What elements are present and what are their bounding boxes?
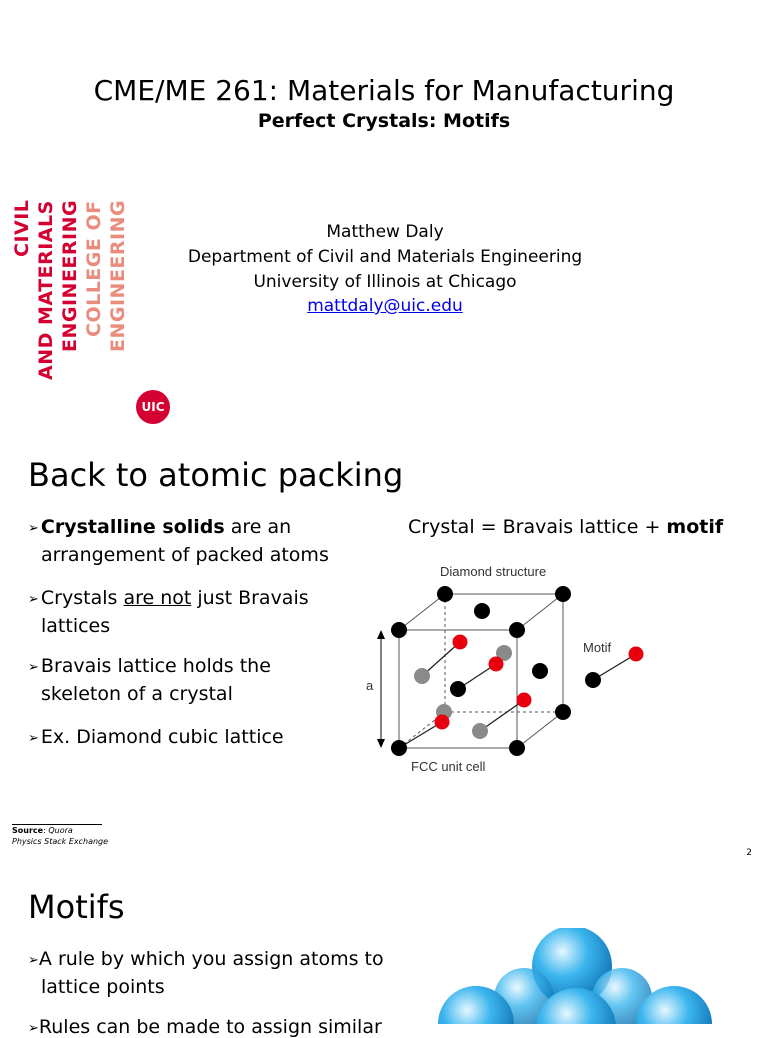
slide-subtitle: Perfect Crystals: Motifs: [257, 110, 511, 132]
source-line-1: Source: Quora: [12, 826, 73, 835]
lattice-parameter-label: a: [366, 678, 374, 693]
bullet-item: [28, 724, 348, 752]
source-label: Source: [12, 826, 44, 835]
bullet-item: [28, 1016, 408, 1038]
lattice-parameter-arrow: [377, 630, 385, 748]
equation-text: Crystal = Bravais lattice +: [408, 516, 667, 538]
logo-line-engineering: ENGINEERING: [59, 200, 81, 353]
uic-logo-badge: UIC: [136, 390, 170, 424]
source-stack-exchange: Physics Stack Exchange: [12, 837, 109, 846]
motif-atoms: [435, 635, 644, 730]
source-line-2: [12, 837, 108, 846]
author-department: Department of Civil and Materials Engineering: [187, 247, 583, 267]
slide-heading: Motifs: [28, 888, 125, 926]
bullet-text: A rule by which you assign atoms to: [38, 948, 384, 970]
author-university: University of Illinois at Chicago: [253, 272, 517, 292]
motif-atom: [453, 635, 468, 650]
lattice-atom: [532, 663, 548, 679]
logo-line-college-of: COLLEGE OF: [83, 200, 105, 337]
logo-line-and-materials: AND MATERIALS: [35, 200, 57, 380]
content-slide-motifs: [0, 870, 768, 1038]
lattice-atom: [555, 586, 571, 602]
diagram-caption: FCC unit cell: [411, 759, 486, 774]
sphere-packing-image: [436, 928, 736, 1024]
bullet-arrow-icon: ➢: [28, 592, 39, 607]
motif-atom: [435, 715, 450, 730]
bullet-text: Ex. Diamond cubic lattice: [40, 726, 284, 748]
bullet-text: Rules can be made to assign similar: [38, 1016, 382, 1038]
bullet-text: Crystals: [40, 587, 124, 609]
slide-heading: Back to atomic packing: [28, 456, 404, 494]
equation-bold-text: motif: [666, 516, 724, 538]
bullet-arrow-icon: ➢: [28, 521, 39, 536]
lattice-atom: [555, 704, 571, 720]
bullet-item: [28, 653, 348, 708]
motif-atom: [489, 657, 504, 672]
author-email-link[interactable]: mattdaly@uic.edu: [307, 296, 463, 316]
logo-line-civil: CIVIL: [11, 200, 33, 258]
motif-lattice-atom: [585, 672, 601, 688]
lattice-atom: [391, 740, 407, 756]
source-quora: Quora: [48, 826, 73, 835]
crystal-equation: [408, 516, 723, 538]
bullet-arrow-icon: ➢: [28, 731, 39, 746]
back-atom: [472, 723, 488, 739]
bullet-item: [28, 585, 348, 640]
author-name: Matthew Daly: [326, 222, 444, 242]
page-number: 2: [746, 848, 752, 858]
bullet-text-line2: lattices: [41, 615, 111, 637]
bullet-arrow-icon: ➢: [28, 1021, 39, 1036]
logo-line-engineering-2: ENGINEERING: [107, 200, 129, 353]
lattice-atom: [509, 622, 525, 638]
lattice-atom: [391, 622, 407, 638]
motif-atom: [629, 647, 644, 662]
course-title: CME/ME 261: Materials for Manufacturing: [93, 74, 675, 107]
bullet-arrow-icon: ➢: [28, 953, 39, 968]
diamond-structure-diagram: [360, 560, 660, 790]
content-slide-atomic-packing: [0, 440, 768, 870]
bullet-text-line2: skeleton of a crystal: [41, 683, 233, 705]
motif-label: Motif: [583, 640, 612, 655]
back-atom: [414, 668, 430, 684]
motif-atom: [517, 693, 532, 708]
bullet-underlined-text: are not: [123, 587, 192, 609]
lattice-atom: [474, 603, 490, 619]
source-divider: [12, 824, 102, 825]
bullet-item: [28, 946, 408, 1001]
bullet-bold-text: Crystalline solids: [40, 516, 225, 538]
bullet-text-line2: arrangement of packed atoms: [41, 544, 329, 566]
bullet-item: [28, 514, 348, 569]
lattice-atom: [450, 681, 466, 697]
bullet-text: just Bravais: [191, 587, 309, 609]
bullet-arrow-icon: ➢: [28, 660, 39, 675]
lattice-atom: [437, 586, 453, 602]
diagram-title: Diamond structure: [440, 564, 547, 579]
title-slide: [0, 0, 768, 440]
lattice-atom: [509, 740, 525, 756]
bullet-text: are an: [224, 516, 292, 538]
bullet-text: Bravais lattice holds the: [40, 655, 271, 677]
bullet-text-line2: lattice points: [41, 976, 165, 998]
